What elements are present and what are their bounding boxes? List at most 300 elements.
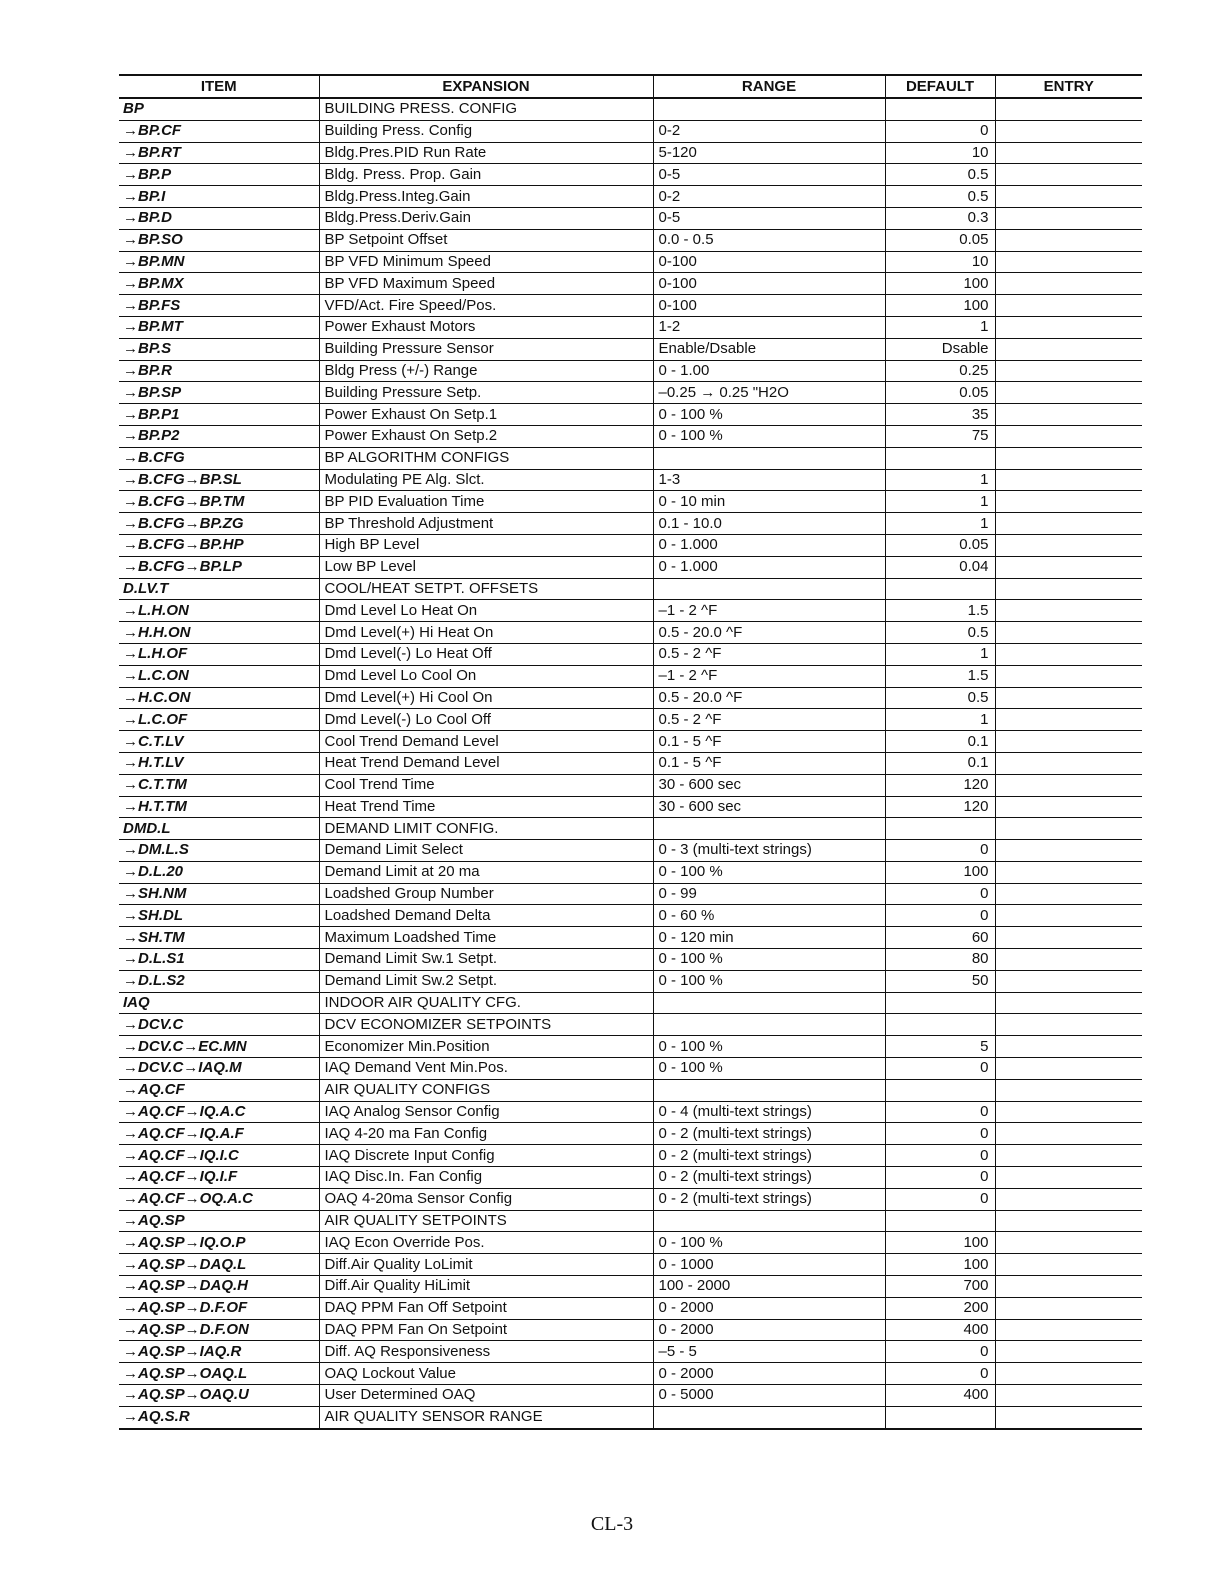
expansion-cell: Diff.Air Quality LoLimit [319,1254,653,1276]
expansion-cell: Modulating PE Alg. Slct. [319,469,653,491]
item-cell: →AQ.CF [119,1079,319,1101]
item-cell: →BP.CF [119,120,319,142]
header-default: DEFAULT [885,75,995,98]
item-cell: →AQ.SP→DAQ.L [119,1254,319,1276]
entry-cell [995,818,1142,840]
range-cell: 30 - 600 sec [653,774,885,796]
expansion-cell: Demand Limit Select [319,840,653,862]
default-cell: 120 [885,774,995,796]
entry-cell [995,98,1142,120]
item-cell: →AQ.CF→IQ.I.F [119,1167,319,1189]
default-cell [885,1014,995,1036]
table-row [119,752,1142,774]
item-cell: →B.CFG→BP.LP [119,556,319,578]
entry-cell [995,600,1142,622]
table-row [119,1232,1142,1254]
range-cell: 0 - 100 % [653,949,885,971]
expansion-cell: Dmd Level(+) Hi Heat On [319,622,653,644]
table-row [119,927,1142,949]
entry-cell [995,1319,1142,1341]
expansion-cell: IAQ Econ Override Pos. [319,1232,653,1254]
table-row [119,1385,1142,1407]
header-item: ITEM [119,75,319,98]
table-row [119,883,1142,905]
default-cell: 0 [885,1167,995,1189]
entry-cell [995,992,1142,1014]
config-table-container [119,74,1142,1430]
default-cell: 0.5 [885,622,995,644]
default-cell: 0 [885,840,995,862]
default-cell: 1 [885,513,995,535]
range-cell: 0.0 - 0.5 [653,229,885,251]
expansion-cell: DAQ PPM Fan On Setpoint [319,1319,653,1341]
table-row [119,469,1142,491]
entry-cell [995,643,1142,665]
entry-cell [995,142,1142,164]
item-cell: →B.CFG→BP.HP [119,534,319,556]
range-cell: –5 - 5 [653,1341,885,1363]
table-row [119,665,1142,687]
range-cell: 0.1 - 10.0 [653,513,885,535]
configuration-table [119,74,1142,1430]
default-cell [885,1406,995,1428]
range-cell: 0 - 99 [653,883,885,905]
item-cell: →L.H.OF [119,643,319,665]
expansion-cell: DEMAND LIMIT CONFIG. [319,818,653,840]
default-cell: 0.04 [885,556,995,578]
table-row [119,578,1142,600]
entry-cell [995,1232,1142,1254]
table-row [119,534,1142,556]
table-row [119,1058,1142,1080]
table-row [119,251,1142,273]
default-cell: 1 [885,469,995,491]
default-cell: 0 [885,120,995,142]
range-cell: –1 - 2 ^F [653,600,885,622]
expansion-cell: IAQ Demand Vent Min.Pos. [319,1058,653,1080]
range-cell: 0 - 3 (multi-text strings) [653,840,885,862]
range-cell: 0 - 2 (multi-text strings) [653,1167,885,1189]
expansion-cell: OAQ 4-20ma Sensor Config [319,1188,653,1210]
entry-cell [995,796,1142,818]
expansion-cell: Power Exhaust Motors [319,316,653,338]
default-cell [885,578,995,600]
item-cell: →H.T.TM [119,796,319,818]
default-cell: 0 [885,1123,995,1145]
default-cell [885,992,995,1014]
range-cell: 100 - 2000 [653,1276,885,1298]
entry-cell [995,1058,1142,1080]
default-cell: 75 [885,425,995,447]
item-cell: →L.H.ON [119,600,319,622]
item-cell: →AQ.S.R [119,1406,319,1428]
entry-cell [995,1297,1142,1319]
range-cell [653,447,885,469]
table-row [119,992,1142,1014]
range-cell: 0.5 - 20.0 ^F [653,687,885,709]
expansion-cell: Building Press. Config [319,120,653,142]
expansion-cell: BP Setpoint Offset [319,229,653,251]
entry-cell [995,1036,1142,1058]
entry-cell [995,338,1142,360]
table-body [119,98,1142,1429]
expansion-cell: Demand Limit Sw.1 Setpt. [319,949,653,971]
entry-cell [995,1079,1142,1101]
range-cell: 0 - 100 % [653,1058,885,1080]
table-row [119,382,1142,404]
table-row [119,774,1142,796]
range-cell: 0.5 - 20.0 ^F [653,622,885,644]
range-cell [653,1406,885,1428]
table-row [119,861,1142,883]
table-row [119,425,1142,447]
range-cell: 0 - 1.000 [653,534,885,556]
entry-cell [995,883,1142,905]
default-cell: 0 [885,1341,995,1363]
range-cell: 1-3 [653,469,885,491]
table-row [119,1079,1142,1101]
range-cell: 0 - 60 % [653,905,885,927]
item-cell: →AQ.SP→OAQ.L [119,1363,319,1385]
expansion-cell: COOL/HEAT SETPT. OFFSETS [319,578,653,600]
expansion-cell: IAQ Analog Sensor Config [319,1101,653,1123]
entry-cell [995,1276,1142,1298]
table-row [119,447,1142,469]
item-cell: →BP.SO [119,229,319,251]
entry-cell [995,1167,1142,1189]
item-cell: →AQ.CF→OQ.A.C [119,1188,319,1210]
range-cell: 0-5 [653,164,885,186]
item-cell: →B.CFG [119,447,319,469]
item-cell: →AQ.SP→D.F.OF [119,1297,319,1319]
item-cell: →AQ.SP→D.F.ON [119,1319,319,1341]
item-cell: →C.T.TM [119,774,319,796]
expansion-cell: Building Pressure Sensor [319,338,653,360]
range-cell: 0.5 - 2 ^F [653,709,885,731]
table-row [119,295,1142,317]
default-cell: 50 [885,970,995,992]
entry-cell [995,491,1142,513]
entry-cell [995,927,1142,949]
item-cell: →AQ.SP→OAQ.U [119,1385,319,1407]
default-cell: 400 [885,1385,995,1407]
expansion-cell: Dmd Level(-) Lo Cool Off [319,709,653,731]
table-row [119,207,1142,229]
default-cell: 0 [885,1363,995,1385]
range-cell [653,992,885,1014]
default-cell: 10 [885,251,995,273]
item-cell: →C.T.LV [119,731,319,753]
header-range: RANGE [653,75,885,98]
entry-cell [995,709,1142,731]
entry-cell [995,534,1142,556]
range-cell: 0 - 100 % [653,404,885,426]
table-row [119,818,1142,840]
expansion-cell: Demand Limit Sw.2 Setpt. [319,970,653,992]
table-row [119,840,1142,862]
default-cell: 0 [885,1058,995,1080]
item-cell: DMD.L [119,818,319,840]
entry-cell [995,665,1142,687]
item-cell: →H.T.LV [119,752,319,774]
default-cell: 0.5 [885,164,995,186]
default-cell: 5 [885,1036,995,1058]
expansion-cell: Bldg. Press. Prop. Gain [319,164,653,186]
expansion-cell: BP ALGORITHM CONFIGS [319,447,653,469]
table-row [119,98,1142,120]
entry-cell [995,1123,1142,1145]
entry-cell [995,949,1142,971]
table-row [119,164,1142,186]
expansion-cell: Bldg.Pres.PID Run Rate [319,142,653,164]
expansion-cell: Heat Trend Demand Level [319,752,653,774]
item-cell: IAQ [119,992,319,1014]
entry-cell [995,382,1142,404]
default-cell: 0.3 [885,207,995,229]
entry-cell [995,1210,1142,1232]
expansion-cell: Bldg.Press.Integ.Gain [319,186,653,208]
expansion-cell: Heat Trend Time [319,796,653,818]
range-cell: Enable/Dsable [653,338,885,360]
table-row [119,120,1142,142]
item-cell: →BP.S [119,338,319,360]
entry-cell [995,1188,1142,1210]
default-cell [885,98,995,120]
item-cell: →AQ.CF→IQ.I.C [119,1145,319,1167]
expansion-cell: Cool Trend Time [319,774,653,796]
default-cell: 10 [885,142,995,164]
expansion-cell: VFD/Act. Fire Speed/Pos. [319,295,653,317]
entry-cell [995,1254,1142,1276]
item-cell: →AQ.SP [119,1210,319,1232]
range-cell: 0 - 5000 [653,1385,885,1407]
table-row [119,338,1142,360]
item-cell: →H.H.ON [119,622,319,644]
entry-cell [995,164,1142,186]
range-cell: 0 - 120 min [653,927,885,949]
entry-cell [995,752,1142,774]
entry-cell [995,861,1142,883]
expansion-cell: IAQ Disc.In. Fan Config [319,1167,653,1189]
expansion-cell: Bldg.Press.Deriv.Gain [319,207,653,229]
expansion-cell: BP Threshold Adjustment [319,513,653,535]
default-cell: 120 [885,796,995,818]
item-cell: →DCV.C→EC.MN [119,1036,319,1058]
table-row [119,556,1142,578]
range-cell: 0 - 100 % [653,425,885,447]
range-cell: 0 - 1000 [653,1254,885,1276]
item-cell: →B.CFG→BP.SL [119,469,319,491]
table-row [119,1101,1142,1123]
expansion-cell: Dmd Level Lo Heat On [319,600,653,622]
default-cell [885,818,995,840]
range-cell: 0 - 2 (multi-text strings) [653,1188,885,1210]
default-cell: 0 [885,1101,995,1123]
entry-cell [995,360,1142,382]
default-cell: 1 [885,643,995,665]
range-cell [653,818,885,840]
expansion-cell: Bldg Press (+/-) Range [319,360,653,382]
item-cell: →BP.MT [119,316,319,338]
item-cell: →B.CFG→BP.ZG [119,513,319,535]
table-row [119,643,1142,665]
expansion-cell: AIR QUALITY SETPOINTS [319,1210,653,1232]
default-cell: 0.05 [885,534,995,556]
item-cell: →BP.P2 [119,425,319,447]
default-cell: 0.5 [885,687,995,709]
table-row [119,1363,1142,1385]
expansion-cell: Diff.Air Quality HiLimit [319,1276,653,1298]
range-cell: 0 - 100 % [653,861,885,883]
range-cell [653,1210,885,1232]
item-cell: →AQ.CF→IQ.A.F [119,1123,319,1145]
range-cell: 0 - 1.00 [653,360,885,382]
default-cell: 100 [885,1254,995,1276]
entry-cell [995,447,1142,469]
item-cell: →BP.P1 [119,404,319,426]
item-cell: →D.L.S1 [119,949,319,971]
range-cell: 0 - 2000 [653,1363,885,1385]
entry-cell [995,469,1142,491]
table-row [119,1014,1142,1036]
table-row [119,731,1142,753]
range-cell [653,98,885,120]
expansion-cell: Loadshed Demand Delta [319,905,653,927]
default-cell: 100 [885,861,995,883]
expansion-cell: Economizer Min.Position [319,1036,653,1058]
page-number: CL-3 [590,1513,634,1535]
range-cell: –0.25 → 0.25 "H2O [653,382,885,404]
table-row [119,970,1142,992]
range-cell: 1-2 [653,316,885,338]
item-cell: →BP.SP [119,382,319,404]
expansion-cell: Demand Limit at 20 ma [319,861,653,883]
entry-cell [995,556,1142,578]
table-row [119,600,1142,622]
expansion-cell: BP VFD Minimum Speed [319,251,653,273]
range-cell: 0-100 [653,295,885,317]
expansion-cell: Power Exhaust On Setp.1 [319,404,653,426]
default-cell: 60 [885,927,995,949]
default-cell: 0.25 [885,360,995,382]
default-cell: 100 [885,295,995,317]
range-cell: 0 - 2000 [653,1319,885,1341]
table-row [119,513,1142,535]
expansion-cell: BP VFD Maximum Speed [319,273,653,295]
default-cell: 0.5 [885,186,995,208]
entry-cell [995,578,1142,600]
table-row [119,1123,1142,1145]
range-cell: 5-120 [653,142,885,164]
default-cell: 1.5 [885,665,995,687]
range-cell: 0 - 100 % [653,1036,885,1058]
range-cell: 0 - 2 (multi-text strings) [653,1123,885,1145]
entry-cell [995,970,1142,992]
range-cell: 0 - 4 (multi-text strings) [653,1101,885,1123]
table-row [119,229,1142,251]
table-row [119,491,1142,513]
item-cell: →DM.L.S [119,840,319,862]
expansion-cell: Cool Trend Demand Level [319,731,653,753]
entry-cell [995,1385,1142,1407]
item-cell: →DCV.C→IAQ.M [119,1058,319,1080]
entry-cell [995,1101,1142,1123]
expansion-cell: Power Exhaust On Setp.2 [319,425,653,447]
expansion-cell: BP PID Evaluation Time [319,491,653,513]
entry-cell [995,905,1142,927]
item-cell: →SH.NM [119,883,319,905]
table-row [119,709,1142,731]
expansion-cell: IAQ Discrete Input Config [319,1145,653,1167]
expansion-cell: User Determined OAQ [319,1385,653,1407]
default-cell: 100 [885,273,995,295]
expansion-cell: IAQ 4-20 ma Fan Config [319,1123,653,1145]
default-cell: 0.05 [885,229,995,251]
default-cell [885,447,995,469]
item-cell: →H.C.ON [119,687,319,709]
default-cell: Dsable [885,338,995,360]
entry-cell [995,273,1142,295]
item-cell: →BP.P [119,164,319,186]
range-cell: 0 - 100 % [653,1232,885,1254]
entry-cell [995,687,1142,709]
entry-cell [995,731,1142,753]
default-cell: 1 [885,316,995,338]
table-row [119,1210,1142,1232]
default-cell: 80 [885,949,995,971]
item-cell: →L.C.ON [119,665,319,687]
item-cell: →AQ.SP→IQ.O.P [119,1232,319,1254]
default-cell: 0.1 [885,752,995,774]
item-cell: D.LV.T [119,578,319,600]
default-cell: 0.1 [885,731,995,753]
item-cell: BP [119,98,319,120]
range-cell [653,1079,885,1101]
range-cell: –1 - 2 ^F [653,665,885,687]
expansion-cell: AIR QUALITY SENSOR RANGE [319,1406,653,1428]
table-row [119,1188,1142,1210]
entry-cell [995,774,1142,796]
default-cell: 1.5 [885,600,995,622]
default-cell: 200 [885,1297,995,1319]
default-cell: 0 [885,1145,995,1167]
table-row [119,186,1142,208]
range-cell: 0-5 [653,207,885,229]
table-row [119,1036,1142,1058]
range-cell: 0.1 - 5 ^F [653,752,885,774]
default-cell: 35 [885,404,995,426]
item-cell: →BP.FS [119,295,319,317]
default-cell [885,1210,995,1232]
range-cell: 0 - 1.000 [653,556,885,578]
default-cell: 100 [885,1232,995,1254]
table-row [119,360,1142,382]
table-row [119,905,1142,927]
entry-cell [995,207,1142,229]
header-expansion: EXPANSION [319,75,653,98]
item-cell: →BP.MX [119,273,319,295]
entry-cell [995,1014,1142,1036]
range-cell: 30 - 600 sec [653,796,885,818]
table-row [119,1406,1142,1428]
entry-cell [995,840,1142,862]
expansion-cell: AIR QUALITY CONFIGS [319,1079,653,1101]
expansion-cell: Building Pressure Setp. [319,382,653,404]
expansion-cell: DCV ECONOMIZER SETPOINTS [319,1014,653,1036]
item-cell: →AQ.SP→DAQ.H [119,1276,319,1298]
range-cell: 0 - 10 min [653,491,885,513]
expansion-cell: BUILDING PRESS. CONFIG [319,98,653,120]
